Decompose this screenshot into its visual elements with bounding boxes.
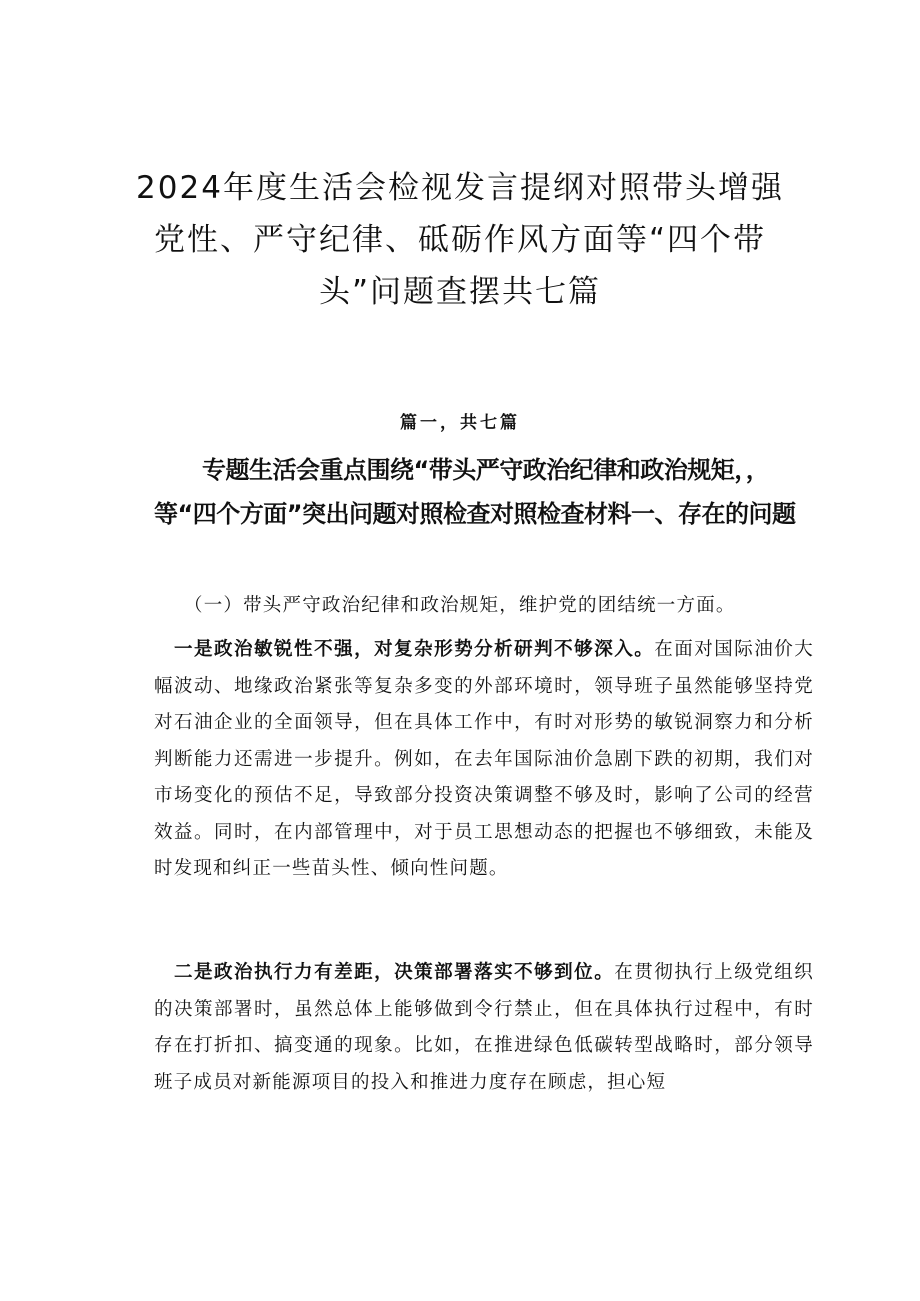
paragraph-2-lead: 二是政治执行力有差距，决策部署落实不够到位。 (174, 962, 615, 983)
section-heading: 专题生活会重点围绕“带头严守政治纪律和政治规矩，，等“四个方面”突出问题对照检查对照检查材料一、存在的问题 (154, 456, 796, 528)
paragraph-2-body: 在贯彻执行上级党组织的决策部署时，虽然总体上能够做到令行禁止，但在具体执行过程中，有时存在打折扣、搞变通的现象。比如，在推进绿色低碳转型战略时，部分领导班子成员对新能源项目的投入和推进力度存在顾虑，担心短 (154, 962, 814, 1093)
paragraph-1 (154, 632, 814, 888)
paragraph-1-lead: 一是政治敏锐性不强，对复杂形势分析研判不够深入。 (174, 639, 655, 660)
paragraph-2 (154, 955, 814, 1101)
sub-heading: （一）带头严守政治纪律和政治规矩，维护党的团结统一方面。 (184, 595, 736, 616)
document-title: 2024年度生活会检视发言提纲对照带头增强党性、严守纪律、砥砺作风方面等“四个带头”问题查摆共七篇 (136, 170, 784, 310)
paragraph-1-body: 在面对国际油价大幅波动、地缘政治紧张等复杂多变的外部环境时，领导班子虽然能够坚持党对石油企业的全面领导，但在具体工作中，有时对形势的敏锐洞察力和分析判断能力还需进一步提升。例如，在去年国际油价急剧下跌的初期，我们对市场变化的预估不足，导致部分投资决策调整不够及时，影响了公司的经营效益。同时，在内部管理中，对于员工思想动态的把握也不够细致，未能及时发现和纠正一些苗头性、倾向性问题。 (154, 639, 814, 879)
section-label: 篇一，共七篇 (400, 413, 520, 433)
